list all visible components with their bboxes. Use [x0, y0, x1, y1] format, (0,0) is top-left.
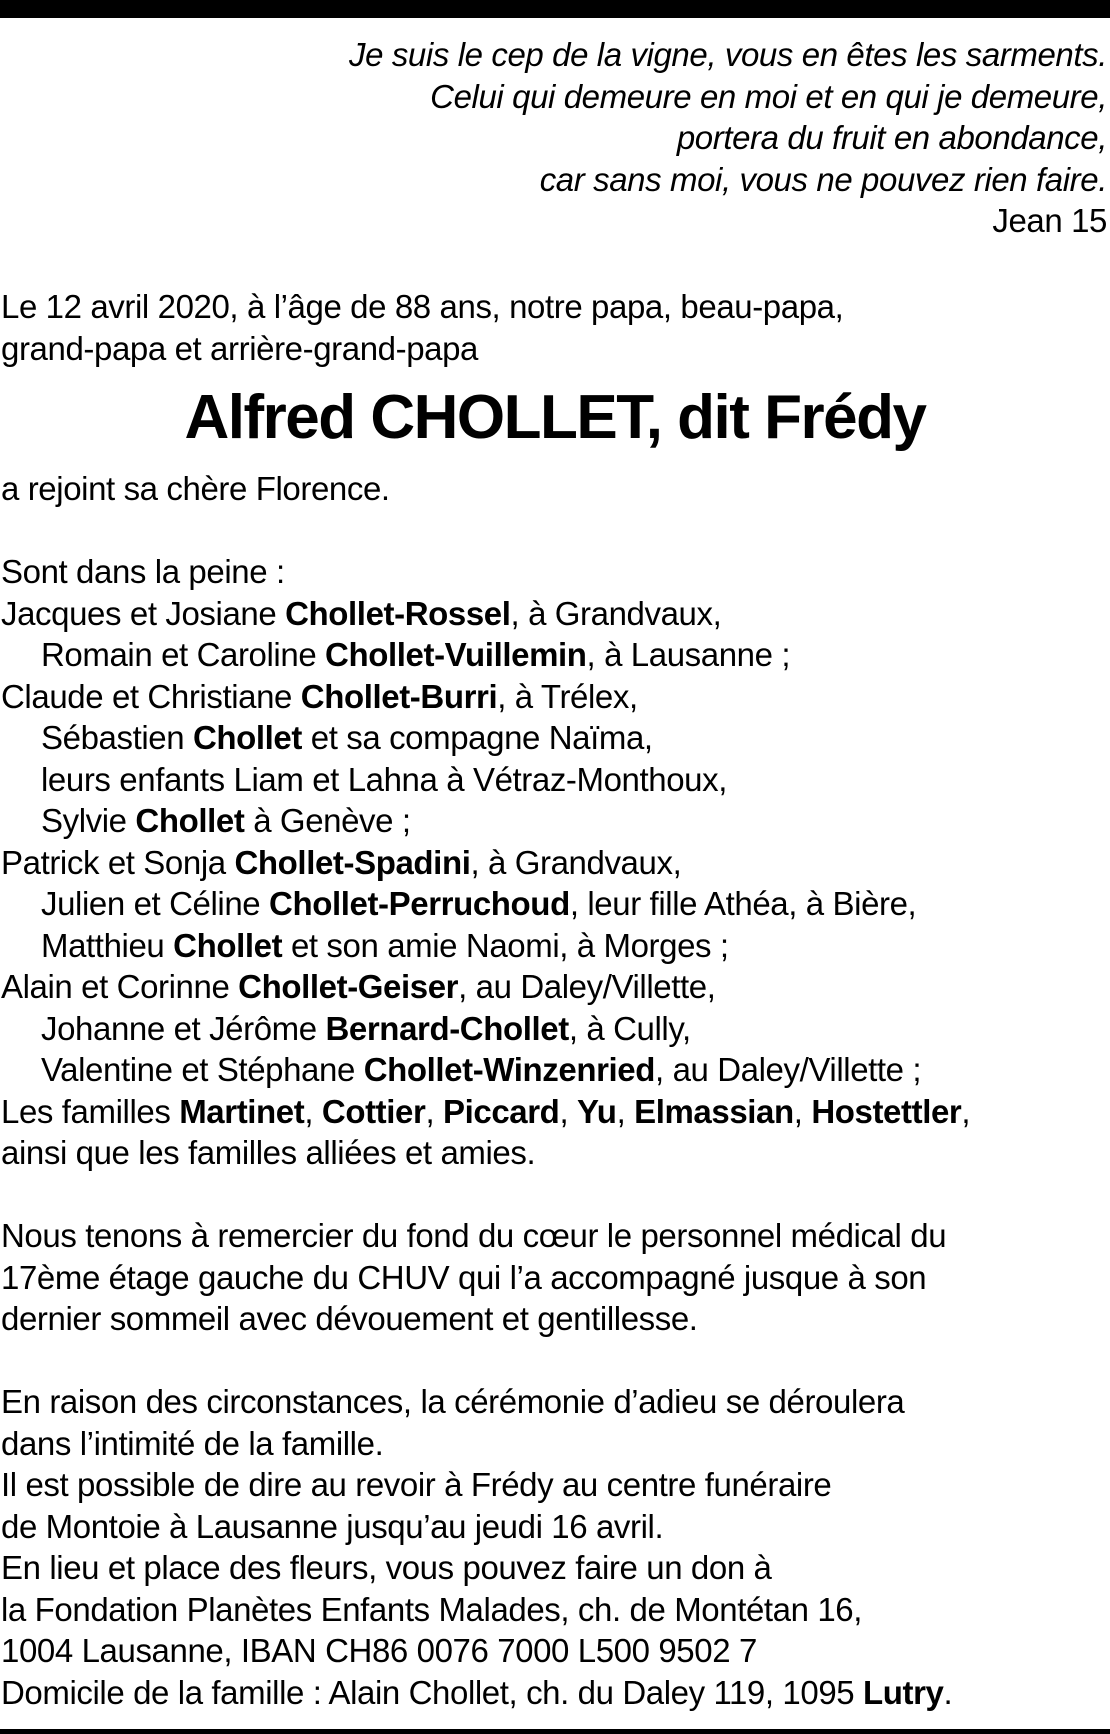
mourner-line: Johanne et Jérôme Bernard-Chollet, à Cully, — [41, 1009, 691, 1047]
family-name: Elmassian — [634, 1092, 794, 1130]
family-name: Martinet — [179, 1092, 305, 1130]
family-name: Hostettler — [811, 1092, 962, 1130]
mourner-line: Patrick et Sonja Chollet-Spadini, à Grandvaux, — [1, 843, 682, 881]
family-name: Chollet-Rossel — [285, 594, 511, 632]
deceased-name: Alfred CHOLLET, dit Frédy — [184, 383, 926, 452]
family-name: Chollet — [135, 802, 245, 839]
intro-line: Le 12 avril 2020, à l’âge de 88 ans, notre papa, beau-papa, — [1, 288, 844, 325]
verse-line: Je suis le cep de la vigne, vous en êtes les sarments. — [349, 36, 1107, 73]
thanks-line: dernier sommeil avec dévouement et gentillesse. — [1, 1300, 698, 1337]
ceremony-line: dans l’intimité de la famille. — [1, 1424, 384, 1462]
mourner-line: Alain et Corinne Chollet-Geiser, au Daley/Villette, — [1, 968, 716, 1005]
mourner-line: Sylvie Chollet à Genève ; — [41, 802, 411, 839]
ceremony-line: de Montoie à Lausanne jusqu’au jeudi 16 avril. — [1, 1507, 664, 1545]
paragraph-gap — [1, 1174, 1106, 1216]
family-name: Piccard — [443, 1092, 560, 1130]
family-name: Chollet — [192, 719, 302, 756]
family-name: Cottier — [321, 1092, 426, 1130]
family-name: Yu — [577, 1092, 617, 1130]
thanks-line: Nous tenons à remercier du fond du cœur le personnel médical du — [1, 1217, 947, 1254]
thanks-line: 17ème étage gauche du CHUV qui l’a accompagné jusque à son — [1, 1258, 927, 1296]
announcement-intro — [1, 286, 1101, 369]
ceremony-line: Il est possible de dire au revoir à Frédy au centre funéraire — [1, 1466, 832, 1503]
mourners-heading: Sont dans la peine : — [1, 553, 285, 590]
verse-reference: Jean 15 — [992, 202, 1107, 239]
mourner-line: Matthieu Chollet et son amie Naomi, à Morges ; — [41, 926, 729, 964]
paragraph-gap — [1, 1340, 1106, 1382]
mourner-line: Julien et Céline Chollet-Perruchoud, leur fille Athéa, à Bière, — [41, 885, 917, 922]
family-name: Chollet-Geiser — [238, 968, 459, 1005]
domicile-town: Lutry — [863, 1673, 944, 1711]
family-name: Chollet-Spadini — [234, 843, 471, 881]
paragraph-gap — [1, 510, 1106, 552]
domicile-line: Domicile de la famille : Alain Chollet, ch. du Daley 119, 1095 Lutry. — [1, 1673, 953, 1711]
rejoined-line: a rejoint sa chère Florence. — [1, 470, 390, 507]
mourner-line: Valentine et Stéphane Chollet-Winzenried, au Daley/Villette ; — [41, 1051, 922, 1088]
family-name: Chollet-Perruchoud — [269, 885, 570, 922]
family-name: Chollet — [173, 926, 283, 964]
families-line: ainsi que les familles alliées et amies. — [1, 1134, 536, 1171]
bible-verse — [107, 34, 1107, 242]
ceremony-line: En lieu et place des fleurs, vous pouvez faire un don à — [1, 1549, 772, 1586]
intro-line: grand-papa et arrière-grand-papa — [1, 329, 479, 367]
family-name: Chollet-Winzenried — [363, 1051, 656, 1088]
ceremony-line: En raison des circonstances, la cérémonie d’adieu se déroulera — [1, 1383, 905, 1420]
ceremony-line: la Fondation Planètes Enfants Malades, ch. de Montétan 16, — [1, 1590, 863, 1628]
mourner-line: leurs enfants Liam et Lahna à Vétraz-Monthoux, — [41, 760, 728, 798]
family-name: Chollet-Burri — [300, 677, 498, 715]
families-line: Les familles Martinet, Cottier, Piccard, Yu, Elmassian, Hostettler, — [1, 1092, 971, 1130]
bottom-rule — [0, 1729, 1110, 1734]
ceremony-line: 1004 Lausanne, IBAN CH86 0076 7000 L500 9502 7 — [1, 1632, 757, 1669]
mourner-line: Claude et Christiane Chollet-Burri, à Trélex, — [1, 677, 638, 715]
family-name: Bernard-Chollet — [325, 1009, 569, 1047]
verse-line: portera du fruit en abondance, — [676, 119, 1107, 156]
verse-line: car sans moi, vous ne pouvez rien faire. — [539, 160, 1107, 198]
family-name: Chollet-Vuillemin — [325, 636, 587, 673]
top-rule — [0, 0, 1110, 18]
mourner-line: Jacques et Josiane Chollet-Rossel, à Grandvaux, — [1, 594, 722, 632]
verse-line: Celui qui demeure en moi et en qui je demeure, — [430, 77, 1107, 115]
announcement-body — [1, 468, 1106, 1713]
mourner-line: Romain et Caroline Chollet-Vuillemin, à Lausanne ; — [41, 636, 791, 673]
mourner-line: Sébastien Chollet et sa compagne Naïma, — [41, 719, 653, 756]
